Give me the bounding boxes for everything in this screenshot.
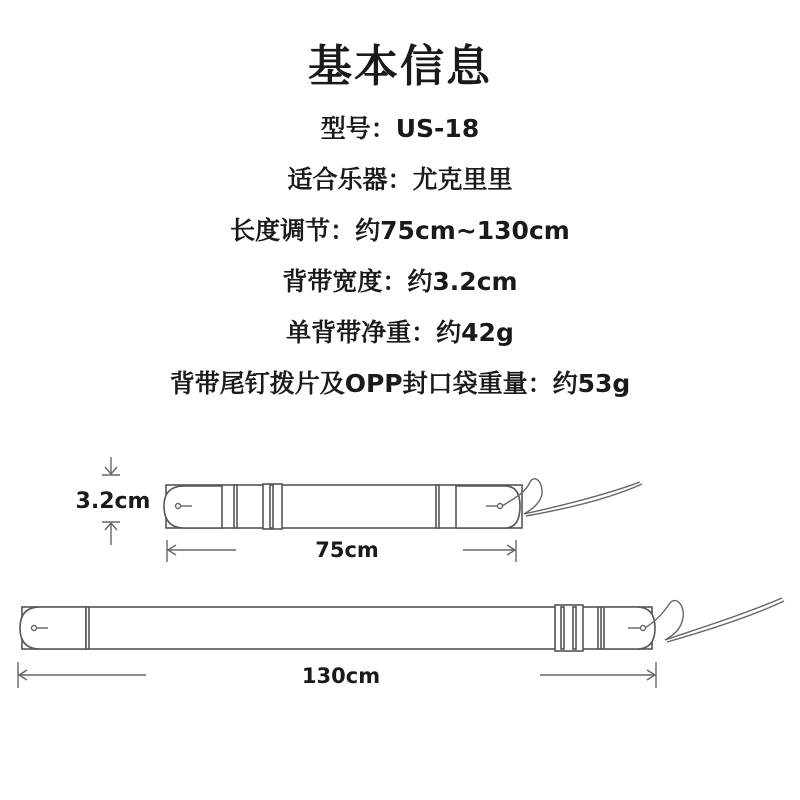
spec-length-range: 长度调节：约75cm~130cm xyxy=(230,216,570,245)
spec-net-weight: 单背带净重：约42g xyxy=(286,318,514,347)
spec-strap-width: 背带宽度：约3.2cm xyxy=(282,267,518,296)
long-length-label: 130cm xyxy=(301,664,381,688)
spec-model: 型号：US-18 xyxy=(320,114,480,143)
spec-package-weight: 背带尾钉拨片及OPP封口袋重量：约53g xyxy=(169,369,631,398)
width-label: 3.2cm xyxy=(75,489,151,514)
spec-instrument: 适合乐器：尤克里里 xyxy=(287,165,513,194)
short-strap xyxy=(164,479,642,529)
page-title: 基本信息 xyxy=(308,41,492,92)
long-strap xyxy=(20,598,784,651)
short-length-label: 75cm xyxy=(315,538,379,562)
